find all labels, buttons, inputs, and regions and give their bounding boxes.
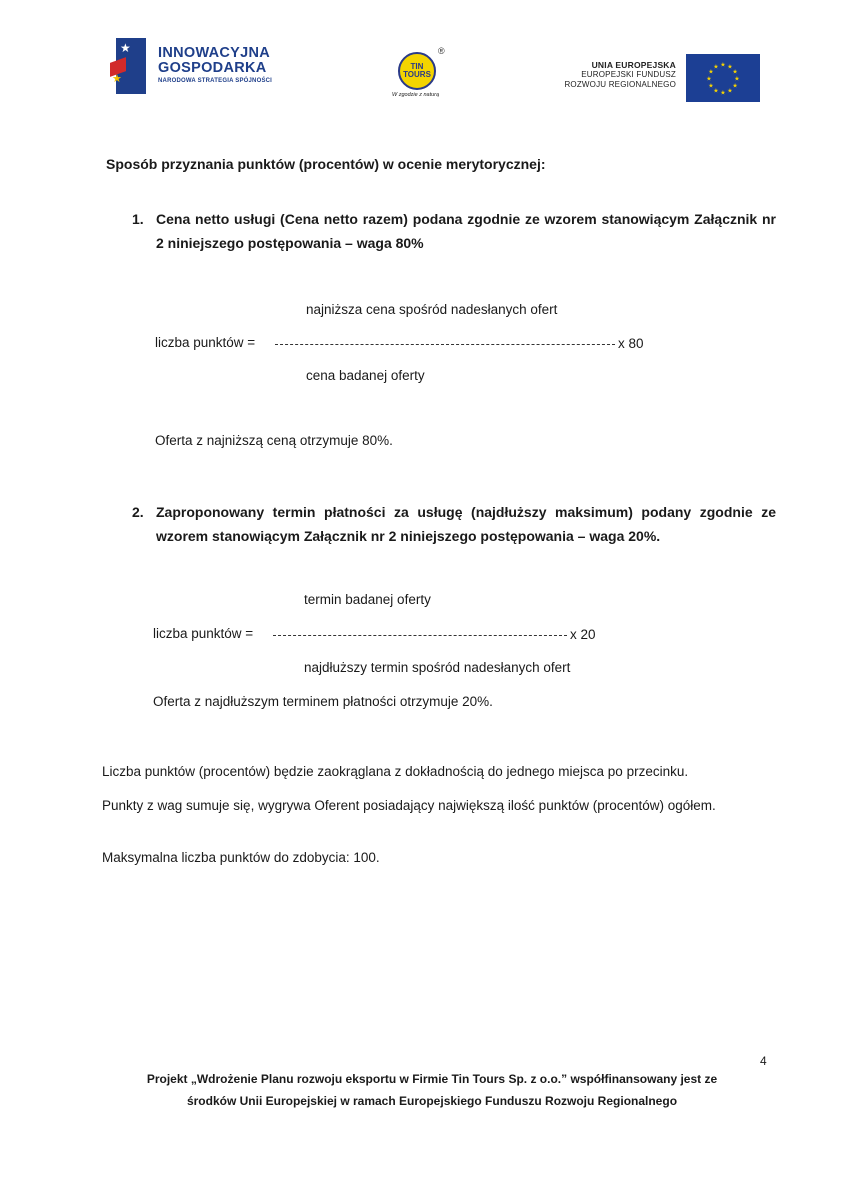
eu-star-icon: ★ [713, 64, 719, 71]
max-points: Maksymalna liczba punktów do zdobycia: 100. [102, 850, 380, 865]
eu-line2: EUROPEJSKI FUNDUSZ [581, 70, 676, 79]
criterion-1-number: 1. [132, 211, 144, 227]
tin-slogan: W zgodzie z naturą [392, 92, 440, 98]
rounding-rule: Liczba punktów (procentów) będzie zaokrąglana z dokładnością do jednego miejsca po przecinku. [102, 764, 689, 779]
summation-rule: Punkty z wag sumuje się, wygrywa Oferent posiadający największą ilość punktów (procentów) ogółem. [102, 798, 716, 813]
criterion-2-text: Zaproponowany termin płatności za usługę (najdłuższy maksimum) podany zgodnie ze wzorem stanowiącym Załącznik nr 2 niniejszego postępowania – waga 20%. [156, 504, 776, 544]
eu-star-icon: ★ [708, 69, 714, 76]
eu-star-icon: ★ [732, 83, 738, 90]
eu-star-icon: ★ [720, 90, 726, 97]
innowacyjna-gospodarka-logo [110, 38, 272, 94]
criterion-1-note: Oferta z najniższą ceną otrzymuje 80%. [155, 433, 393, 448]
footer-line2: środków Unii Europejskiej w ramach Europejskiego Funduszu Rozwoju Regionalnego [186, 1094, 678, 1108]
footer-line1: Projekt „Wdrożenie Planu rozwoju eksportu w Firmie Tin Tours Sp. z o.o.” współfinansowany jest ze [146, 1072, 718, 1086]
page-number: 4 [760, 1054, 767, 1068]
eu-star-icon: ★ [720, 62, 726, 69]
tin-logo-top: TIN [410, 62, 424, 71]
eu-star-icon: ★ [708, 83, 714, 90]
criterion-1-label: liczba punktów = [155, 335, 256, 350]
ig-logo-line3: NARODOWA STRATEGIA SPÓJNOŚCI [158, 78, 273, 84]
tin-tours-emblem-icon [398, 52, 436, 90]
tin-logo-bottom: TOURS [403, 70, 431, 79]
eu-star-icon: ★ [713, 88, 719, 95]
ig-logo-line2: GOSPODARKA [158, 60, 267, 76]
eu-star-icon: ★ [734, 76, 740, 83]
criterion-2-multiplier: x 20 [570, 627, 596, 642]
eu-line1: UNIA EUROPEJSKA [591, 60, 676, 70]
eu-star-icon: ★ [727, 88, 733, 95]
criterion-2-fraction-bar [273, 635, 567, 636]
criterion-1-fraction-bar [275, 344, 615, 345]
criterion-2-label: liczba punktów = [153, 626, 254, 641]
registered-mark: ® [438, 46, 445, 56]
criterion-1-multiplier: x 80 [618, 336, 644, 351]
criterion-2-note: Oferta z najdłuższym terminem płatności otrzymuje 20%. [153, 694, 493, 709]
ig-emblem-icon: ★ ★ [110, 38, 148, 94]
ig-logo-line1: INNOWACYJNA [158, 45, 271, 61]
criterion-1 [132, 207, 776, 257]
eu-star-icon: ★ [727, 64, 733, 71]
tin-tours-logo [388, 46, 454, 102]
criterion-1-numerator: najniższa cena spośród nadesłanych ofert [306, 302, 558, 317]
eu-star-icon: ★ [732, 69, 738, 76]
criterion-2 [132, 500, 776, 550]
section-heading: Sposób przyznania punktów (procentów) w ocenie merytorycznej: [106, 156, 546, 172]
criterion-2-numerator: termin badanej oferty [304, 592, 431, 607]
eu-star-icon: ★ [706, 76, 712, 83]
criterion-2-denominator: najdłuższy termin spośród nadesłanych ofert [304, 660, 571, 675]
criterion-1-denominator: cena badanej oferty [306, 368, 425, 383]
eu-flag-icon [686, 54, 760, 102]
eu-line3: ROZWOJU REGIONALNEGO [564, 80, 676, 89]
criterion-1-text: Cena netto usługi (Cena netto razem) podana zgodnie ze wzorem stanowiącym Załącznik nr 2 niniejszego postępowania – waga 80% [156, 211, 776, 251]
eu-fund-text [564, 60, 676, 90]
criterion-2-number: 2. [132, 504, 144, 520]
